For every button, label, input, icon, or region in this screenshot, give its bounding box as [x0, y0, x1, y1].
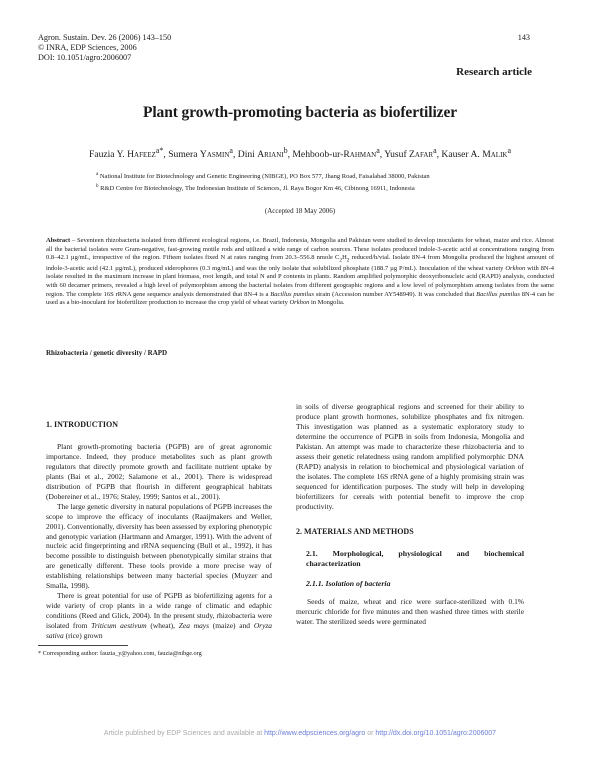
- doi-link[interactable]: http://dx.doi.org/10.1051/agro:2006007: [375, 730, 497, 737]
- journal-citation: Agron. Sustain. Dev. 26 (2006) 143–150: [38, 33, 172, 42]
- subsubsection-heading: 2.1.1. Isolation of bacteria: [306, 579, 391, 589]
- paragraph: The large genetic diversity in natural populations of PGPB increases the scope to improve the efficacy of inoculants (Raaijmakers and Weller, 2001). Conventionally, diversity has been assessed by exploring phenotypic and genotypic variation (Hartmann and Amarger, 1991). With the advent of nucleic acid fingerprinting and rRNA sequencing (Bull et al., 1992), it has become possible to distinguish between phenotypically similar strains that are genetically different. These tools provide a more precise way of establishing relationships between many bacterial species (Muyzer and Smalla, 1998).: [46, 501, 272, 591]
- footnote-rule: [38, 645, 128, 646]
- paragraph: Seeds of maize, wheat and rice were surface-sterilized with 0.1% mercuric chloride for five minutes and then washed three times with sterile water. The sterilized seeds were germinated: [296, 597, 524, 627]
- author: Sumera Yasmin$^a$: [168, 146, 233, 161]
- accepted-date: (Accepted 18 May 2006): [264, 207, 336, 215]
- author: Yusuf Zafar$^a$: [384, 146, 437, 161]
- paragraph: Plant growth-promoting bacteria (PGPB) are of great agronomic importance. Indeed, they produce metabolites such as plant growth regulators that directly promote growth and facilitate nutrient uptake by plants (Bai et al., 2002; Salamone et al., 2001). There is widespread distribution of PGPB that flourish in different geographical habitats (Dobereiner et al., 1976; Staley, 1999; Santos et al., 2001).: [46, 441, 272, 501]
- right-column: [296, 402, 524, 627]
- keywords: Rhizobacteria / genetic diversity / RAPD: [46, 349, 168, 357]
- author: Kauser A. Malik$^a$: [441, 146, 512, 161]
- paper-title: Plant growth-promoting bacteria as biofertilizer: [142, 104, 458, 121]
- author-list: Fauzia Y. Hafeez$^{a*}$, Sumera Yasmin$^a$, Dini Ariani$^b$, Mehboob-ur-Rahman$^a$, Yusuf Zafar$^a$, Kauser A. Malik$^a$: [88, 146, 512, 161]
- left-column: [46, 420, 272, 641]
- paragraph: There is great potential for use of PGPB as biofertilizing agents for a wide variety of crop plants in a wide range of climatic and edaphic conditions (Reed and Glick, 2004). In the present study, rhizobacteria were isolated from Triticum aestivum (wheat), Zea mays (maize) and Oryza sativa (rice) grown: [46, 591, 272, 641]
- journal-link[interactable]: http://www.edpsciences.org/agro: [264, 730, 366, 737]
- article-type: Research article: [456, 66, 532, 78]
- abstract: Abstract – Seventeen rhizobacteria isolated from different ecological regions, i.e. Brazil, Indonesia, Mongolia and Pakistan were studied to develop inoculants for wheat, maize and rice. Almost all the bacterial isolates were Gram-negative, fast-growing motile rods and utilized a wide range of carbon sources. These isolates produced indole-3-acetic acid at concentrations ranging from 0.8–42.1 µg/mL, irrespective of the region. Fifteen isolates fixed N at rates ranging from 20.3–556.8 nmole $C_2H_2$ reduced/h/vial. Isolate 8N-4 from Mongolia produced the highest amount of indole-3-acetic acid (42.1 µg/mL), produced siderophores (0.3 mg/mL) and was the only isolate that solubilized phosphate (188.7 µg P/mL). Inoculation of the wheat variety Orkhon with 8N-4 isolate resulted in the maximum increase in plant biomass, root length, and total N and P contents in plants. Random amplified polymorphic deoxyribonucleic acid (RAPD) analysis, conducted with 60 decamer primers, revealed a high level of polymorphism among the bacterial isolates from different geographic regions and a low level of polymorphism among isolates from the same region. The complete 16S rRNA gene sequence analysis demonstrated that 8N-4 is a Bacillus pumilus strain (Accession number AY548949). It was concluded that Bacillus pumilus 8N-4 can be used as a bio-inoculant for biofertilizer production to increase the crop yield of wheat variety Orkhon in Mongolia.: [46, 237, 554, 307]
- source-line: Article published by EDP Sciences and available at http://www.edpsciences.org/agro or http://dx.doi.org/10.1051/agro:2006007: [103, 730, 497, 737]
- copyright-line: © INRA, EDP Sciences, 2006: [38, 43, 137, 52]
- section-heading-introduction: 1. INTRODUCTION: [46, 420, 119, 429]
- author: Mehboob-ur-Rahman$^a$: [292, 146, 380, 161]
- abstract-label: Abstract: [46, 237, 71, 244]
- author: Fauzia Y. Hafeez$^{a*}$: [88, 146, 164, 161]
- section-heading-methods: 2. MATERIALS AND METHODS: [296, 527, 414, 537]
- page-number: 143: [517, 33, 530, 42]
- footnote: * Corresponding author: fauzia_y@yahoo.com, fauzia@nibge.org: [38, 650, 202, 657]
- paragraph: in soils of diverse geographical regions and screened for their ability to produce plant growth hormones, solubilize phosphates and fix nitrogen. This investigation was planned as a systematic exploratory study to determine the occurrence of PGPB in soils from Indonesia, Mongolia and Pakistan. An attempt was made to characterize these rhizobacteria and to assess their genetic relatedness using random amplified polymorphic DNA (RAPD) analysis in relation to biochemical and physiological variation of the isolates. The complete 16S rRNA gene of a highly promising strain was sequenced for identification purposes. The study will help in developing biofertilizers for cereals with potential benefit to improve the crop productivity.: [296, 402, 524, 511]
- subsection-heading: 2.1. Morphological, physiological and biochemical characterization: [306, 549, 524, 569]
- affiliation-b: $^b$ R&D Centre for Biotechnology, The Indonesian Institute of Sciences, Jl. Raya Bogor Km 46, Cibinong 16911, Indonesia: [96, 184, 415, 193]
- affiliation-a: $^a$ National Institute for Biotechnology and Genetic Engineering (NIBGE), PO Box 577, Jhang Road, Faisalabad 38000, Pakistan: [96, 172, 430, 181]
- author: Dini Ariani$^b$: [237, 146, 288, 161]
- affiliations: [96, 170, 536, 194]
- journal-header: [38, 33, 171, 63]
- doi-line: DOI: 10.1051/agro:2006007: [38, 53, 132, 62]
